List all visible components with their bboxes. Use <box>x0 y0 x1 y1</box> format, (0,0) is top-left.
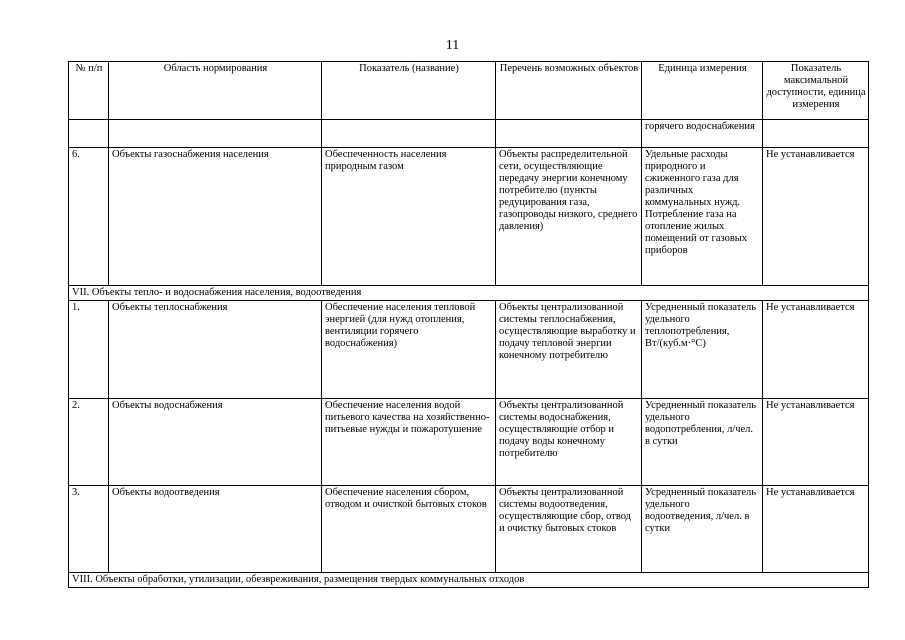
table-cell <box>322 120 496 148</box>
row-indicator: Обеспечение населения сбором, отводом и очисткой бытовых стоков <box>322 486 496 573</box>
row-unit: Усредненный показатель удельного водоотведения, л/чел. в сутки <box>642 486 763 573</box>
header-indicator: Показатель (название) <box>322 62 496 120</box>
section-title: VIII. Объекты обработки, утилизации, обезвреживания, размещения твердых коммунальных отходов <box>69 573 869 588</box>
table-header-row <box>69 62 869 120</box>
row-area: Объекты теплоснабжения <box>109 301 322 399</box>
row-number: 3. <box>69 486 109 573</box>
row-objects: Объекты распределительной сети, осуществляющие передачу энергии конечному потребителю (пункты редуцирования газа, газопроводы низкого, среднего давления) <box>496 148 642 286</box>
table-cell <box>109 120 322 148</box>
row-max-availability: Не устанавливается <box>763 486 869 573</box>
table-row <box>69 486 869 573</box>
table-cell <box>496 120 642 148</box>
row-number: 6. <box>69 148 109 286</box>
table-cell <box>69 120 109 148</box>
table-row <box>69 399 869 486</box>
row-max-availability: Не устанавливается <box>763 399 869 486</box>
row-max-availability: Не устанавливается <box>763 301 869 399</box>
row-unit: Усредненный показатель удельного теплопотребления, Вт/(куб.м·°С) <box>642 301 763 399</box>
header-max-availability: Показатель максимальной доступности, единица измерения <box>763 62 869 120</box>
table-row <box>69 301 869 399</box>
row-number: 1. <box>69 301 109 399</box>
table-row <box>69 120 869 148</box>
row-unit: Удельные расходы природного и сжиженного газа для различных коммунальных нужд. Потребление газа на отопление жилых помещений от газовых приборов <box>642 148 763 286</box>
page-number: 11 <box>445 38 460 53</box>
norms-table <box>68 61 869 588</box>
row-indicator: Обеспеченность населения природным газом <box>322 148 496 286</box>
header-unit: Единица измерения <box>642 62 763 120</box>
table-cell: горячего водоснабжения <box>642 120 763 148</box>
table-cell <box>763 120 869 148</box>
row-objects: Объекты централизованной системы теплоснабжения, осуществляющие выработку и подачу тепловой энергии конечному потребителю <box>496 301 642 399</box>
row-indicator: Обеспечение населения водой питьевого качества на хозяйственно-питьевые нужды и пожаротушение <box>322 399 496 486</box>
row-area: Объекты газоснабжения населения <box>109 148 322 286</box>
row-max-availability: Не устанавливается <box>763 148 869 286</box>
row-objects: Объекты централизованной системы водоснабжения, осуществляющие отбор и подачу воды конечному потребителю <box>496 399 642 486</box>
row-number: 2. <box>69 399 109 486</box>
header-area: Область нормирования <box>109 62 322 120</box>
row-indicator: Обеспечение населения тепловой энергией (для нужд отопления, вентиляции горячего водоснабжения) <box>322 301 496 399</box>
row-unit: Усредненный показатель удельного водопотребления, л/чел. в сутки <box>642 399 763 486</box>
row-area: Объекты водоснабжения <box>109 399 322 486</box>
section-row <box>69 573 869 588</box>
row-area: Объекты водоотведения <box>109 486 322 573</box>
section-row <box>69 286 869 301</box>
row-objects: Объекты централизованной системы водоотведения, осуществляющие сбор, отвод и очистку бытовых стоков <box>496 486 642 573</box>
table-row <box>69 148 869 286</box>
section-title: VII. Объекты тепло- и водоснабжения населения, водоотведения <box>69 286 869 301</box>
header-objects: Перечень возможных объектов <box>496 62 642 120</box>
header-number: № п/п <box>69 62 109 120</box>
